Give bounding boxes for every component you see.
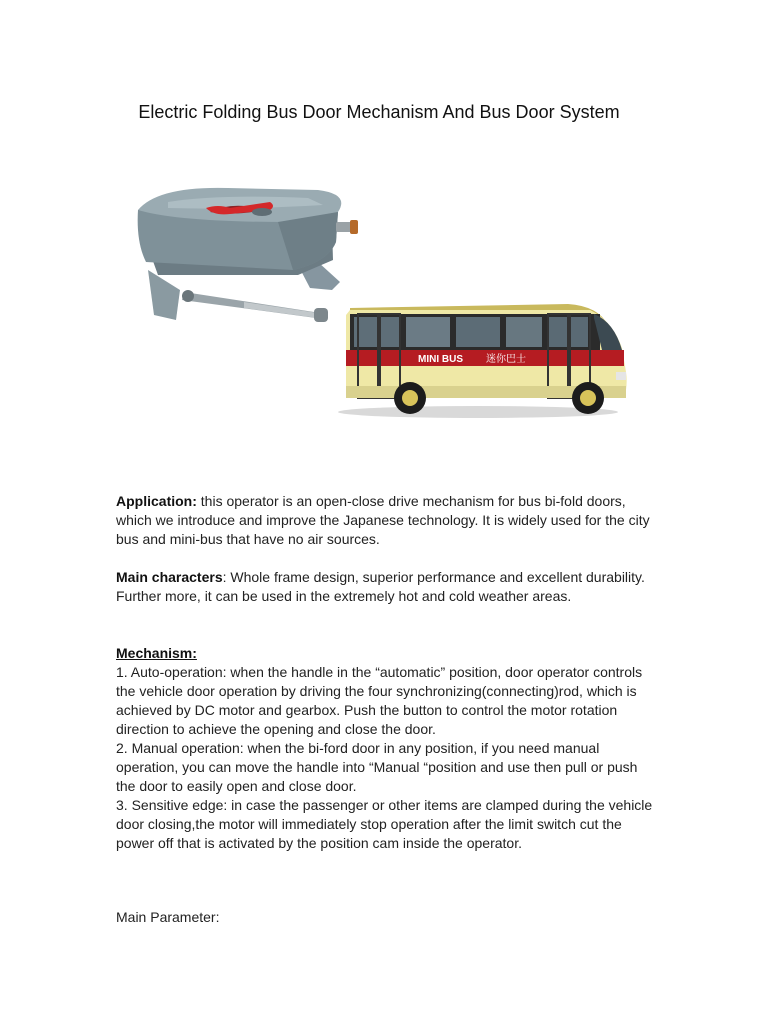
mechanism-item-sensitive-edge: 3. Sensitive edge: in case the passenger or other items are clamped during the vehicle door closing,the motor will immediately stop operation after the limit switch cut the power off that is activated by the position cam inside the operator. [116,797,653,851]
bus-sign-left: MINI BUS [418,354,463,365]
application-text: this operator is an open-close drive mechanism for bus bi-fold doors, which we introduce and improve the Japanese technology. It is widely used for the city bus and mini-bus that have no air sources. [116,493,650,547]
product-photo [118,150,688,460]
page-title: Electric Folding Bus Door Mechanism And Bus Door System [138,102,620,122]
mechanism-item-manual: 2. Manual operation: when the bi-ford door in any position, if you need manual operation, you can move the handle into “Manual “position and use then pull or push the door to easily open and close door. [116,740,638,794]
application-paragraph [116,492,656,549]
minibus-image [338,304,627,418]
main-characters-text: : Whole frame design, superior performance and excellent durability. Further more, it can be used in the extremely hot and cold weather areas. [116,569,645,604]
mechanism-heading: Mechanism: [116,645,197,661]
main-characters-label: Main characters [116,569,223,585]
door-operator-image [138,188,358,322]
main-parameter-label: Main Parameter: [116,909,220,925]
mechanism-item-auto: 1. Auto-operation: when the handle in the “automatic” position, door operator controls the vehicle door operation by driving the four synchronizing(connecting)rod, which is achieved by DC motor and gearbox. Push the button to control the motor rotation direction to achieve the opening and close the door. [116,664,643,737]
main-characters-paragraph [116,568,656,606]
product-illustration [118,150,688,460]
application-label: Application: [116,493,197,509]
bus-sign-right: 迷你巴士 [486,354,526,365]
mechanism-section [116,644,656,853]
